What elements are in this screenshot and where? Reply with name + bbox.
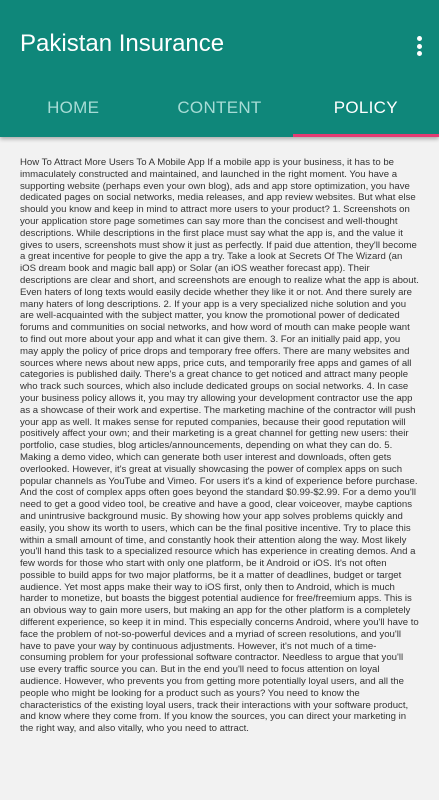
overflow-dot xyxy=(417,36,422,41)
overflow-dot xyxy=(417,51,422,56)
more-vert-icon[interactable] xyxy=(415,36,423,56)
tab-content[interactable]: CONTENT xyxy=(177,98,262,117)
tab-indicator xyxy=(293,134,439,137)
overflow-dot xyxy=(417,44,422,49)
tab-policy[interactable]: POLICY xyxy=(333,98,398,117)
app-title: Pakistan Insurance xyxy=(20,30,225,57)
app-bar xyxy=(0,0,439,137)
tab-home[interactable]: HOME xyxy=(47,98,100,117)
policy-article-text: How To Attract More Users To A Mobile App If a mobile app is your business, it has to be immaculately constructed and maintained, and launched in the right moment. You have a supporting website (perhaps even your own blog), ads and app store optimization, you have dedicated pages on social networks, media releases, and app review websites. But what else should you know and keep in mind to attract more users to your product? 1. Screenshots on your application store page sometimes can say more than the concisest and well-thought descriptions. While descriptions in the first place must say what the app is, and the value it gives to users, screenshots must show it just as perfectly. If paid due attention, they'll become a great incentive for people to give the app a try. Take a look at Secrets Of The Wizard (an iOS dream book and magic ball app) or Solar (an iOS weather forecast app). Their descriptions are clear and short, and screenshots are enough to realize what the app is about. Even haters of long texts would easily decide whether they like it or not. And there surely are many haters of long descriptions. 2. If your app is a very specialized niche solution and you are well-acquainted with the subject matter, you know the promotional power of dedicated forums and communities on social networks, and how word of mouth can make people want to find out more about your app and what it can give them. 3. For an initially paid app, you may apply the policy of price drops and temporary free offers. There are many websites and sources where news about new apps, price cuts, and temporarily free apps and games of all categories is published daily. There's a great chance to get noticed and attract many people who track such sources, which also include dedicated groups on social networks. 4. In case your business policy allows it, you may try allowing your development contractor use the app as a showcase of their work and expertise. The marketing machine of the contractor will push your app as well. It makes sense for reputed companies, because their good reputation will positively affect your own; and their marketing is a great channel for getting new users: their portfolio, case studies, blog articles/announcements, depending on what they can do. 5. Making a demo video, which can generate both user interest and downloads, often gets overlooked. However, it's great at visually showcasing the power of complex apps on such popular channels as YouTube and Vimeo. For users it's a kind of experience before purchase. And the cost of complex apps often goes beyond the standard $0.99-$2.99. For a demo you'll need to get a good video tool, be creative and have a good, clear voiceover, maybe captions and unintrusive background music. By showing how your app solves problems quickly and easily, you show its worth to users, which can be the final positive incentive. Try to place this within a small amount of time, and constantly hook their attention along the way. Most likely you'll hand this task to a specialized resource which has experience in creating demos. And a few words for those who start with only one platform, be it Android or iOS. It's not often possible to build apps for two major platforms, be it a matter of deadlines, budget or target audience. Yet most apps make their way to iOS first, only then to Android, which is much harder to monetize, but boasts the biggest potential audience for free/freemium apps. This is an obvious way to gain more users, but making an app for the other platform is a completely different experience, so keep it in mind. This especially concerns Android, where you'll have to face the problem of not-so-powerful devices and a myriad of screen resolutions, and you'll have to pave your way by continuous adjustments. However, it's not much of a time-consuming problem for your professional software contractor. Needless to argue that you'll use every traffic source you can. But in the end you'll need to focus attention on loyal audience. However, who prevents you from getting more potentially loyal users, and all the people who might be looking for a product such as yours? You need to know the characteristics of the existing loyal users, track their interactions with your software product, and know where they come from. If you know the sources, you can direct your marketing in the right way, and also vitally, who you need to attract. xyxy=(20,157,419,735)
tab-bar xyxy=(0,84,439,134)
